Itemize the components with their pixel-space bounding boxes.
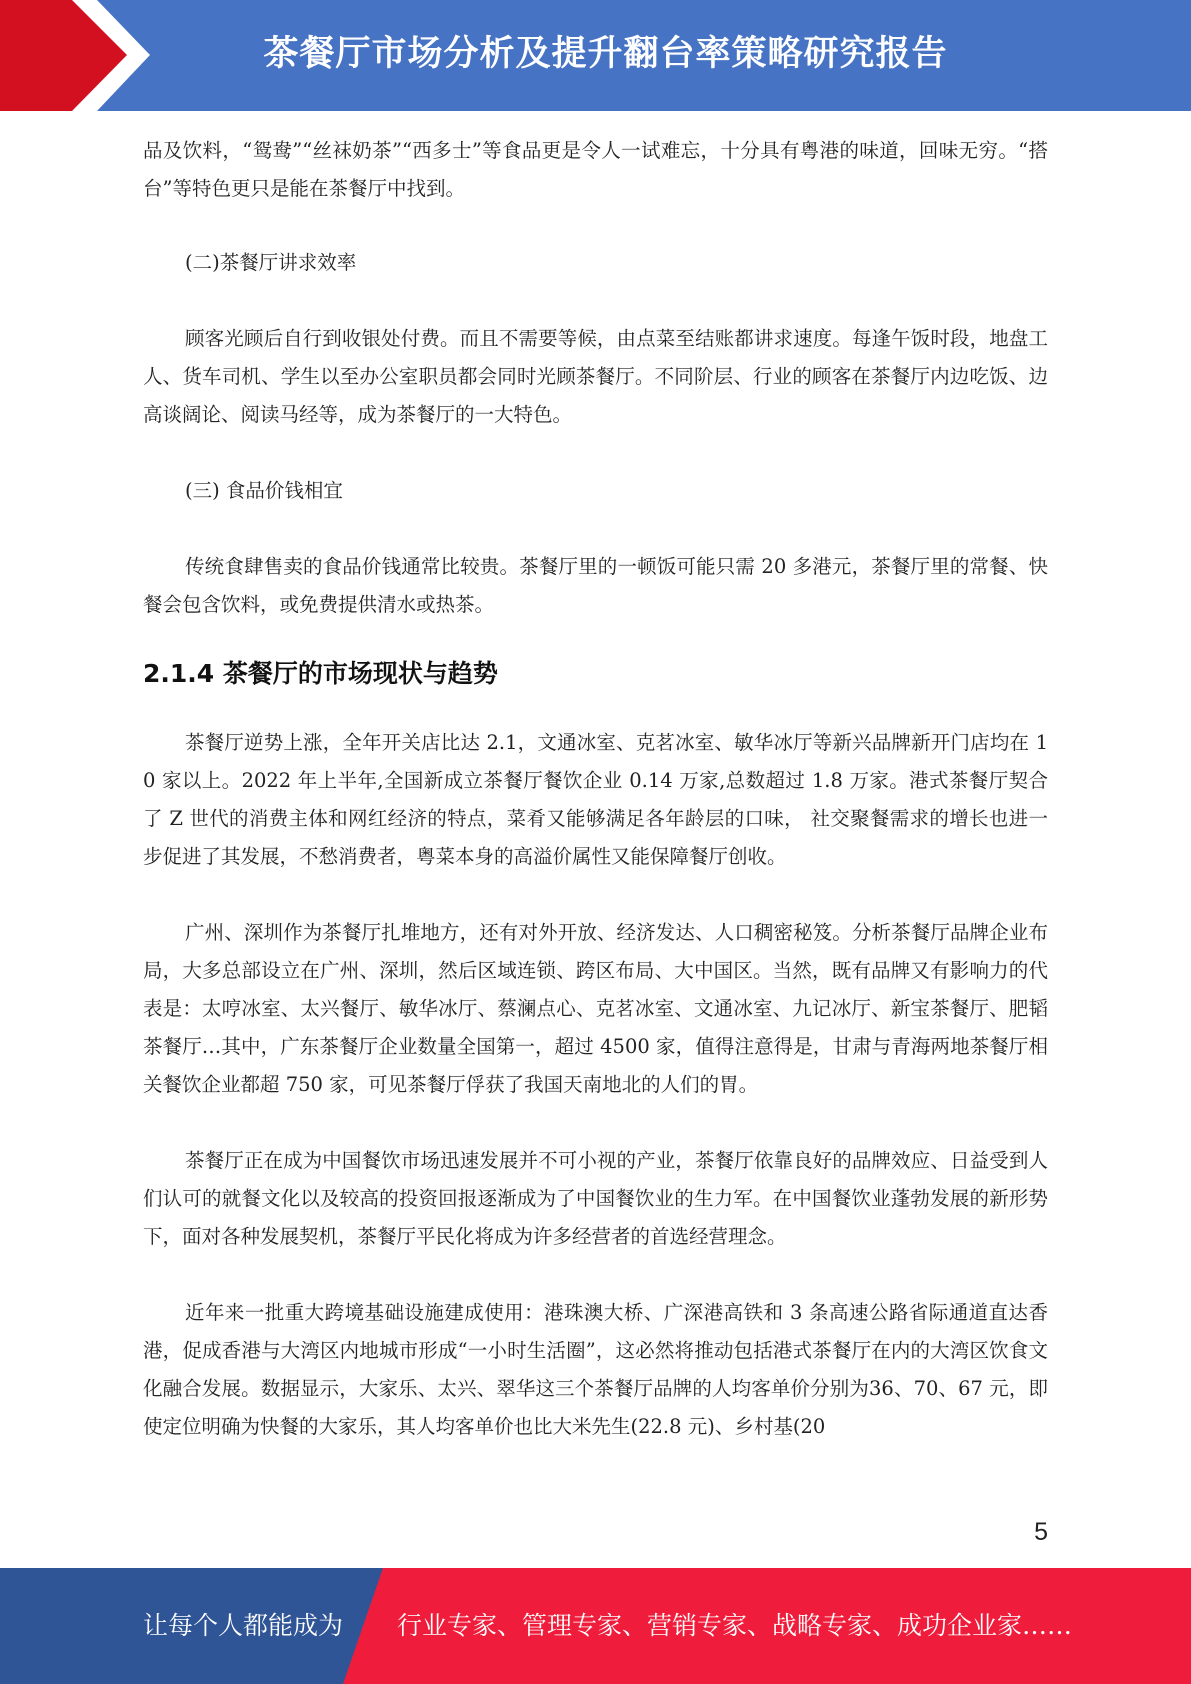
section-heading: 2.1.4 茶餐厅的市场现状与趋势 bbox=[143, 659, 498, 688]
header-arrow-mark bbox=[0, 0, 160, 111]
document-title: 茶餐厅市场分析及提升翻台率策略研究报告 bbox=[263, 34, 948, 74]
intro-paragraph: 品及饮料，“鸳鸯”“丝袜奶茶”“西多士”等食品更是令人一试难忘，十分具有粤港的味道，回味无穷。“搭台”等特色更只是能在茶餐厅中找到。 bbox=[143, 139, 1048, 200]
trend-paragraph-4: 近年来一批重大跨境基础设施建成使用：港珠澳大桥、广深港高铁和 3 条高速公路省际通道直达香港，促成香港与大湾区内地城市形成“一小时生活圈”，这必然将推动包括港式茶餐厅在内的大湾区饮食文化融合发展。数据显示，大家乐、太兴、翠华这三个茶餐厅品牌的人均客单价分别为36、70、67 元，即使定位明确为快餐的大家乐，其人均客单价也比大米先生(22.8 元)、乡村基(20 bbox=[143, 1301, 1048, 1438]
trend-paragraph-3: 茶餐厅正在成为中国餐饮市场迅速发展并不可小视的产业，茶餐厅依靠良好的品牌效应、日益受到人们认可的就餐文化以及较高的投资回报逐渐成为了中国餐饮业的生力军。在中国餐饮业蓬勃发展的新形势下，面对各种发展契机，茶餐厅平民化将成为许多经营者的首选经营理念。 bbox=[143, 1149, 1048, 1248]
footer-slogan-right: 行业专家、管理专家、营销专家、战略专家、成功企业家…… bbox=[397, 1611, 1073, 1640]
page-header bbox=[0, 0, 1191, 111]
subheading-price: (三) 食品价钱相宜 bbox=[185, 479, 343, 502]
page-number: 5 bbox=[1034, 1518, 1048, 1546]
price-paragraph: 传统食肆售卖的食品价钱通常比较贵。茶餐厅里的一顿饭可能只需 20 多港元，茶餐厅里的常餐、快餐会包含饮料，或免费提供清水或热茶。 bbox=[143, 555, 1048, 616]
subheading-efficiency: (二)茶餐厅讲求效率 bbox=[185, 251, 357, 274]
trend-paragraph-1: 茶餐厅逆势上涨，全年开关店比达 2.1，文通冰室、克茗冰室、敏华冰厅等新兴品牌新开门店均在 10 家以上。2022 年上半年,全国新成立茶餐厅餐饮企业 0.14 万家,总数超过 1.8 万家。港式茶餐厅契合了 Z 世代的消费主体和网红经济的特点，菜肴又能够满足各年龄层的口味， 社交聚餐需求的增长也进一步促进了其发展，不愁消费者，粤菜本身的高溢价属性又能保障餐厅创收。 bbox=[143, 731, 1048, 868]
efficiency-paragraph: 顾客光顾后自行到收银处付费。而且不需要等候，由点菜至结账都讲求速度。每逢午饭时段，地盘工人、货车司机、学生以至办公室职员都会同时光顾茶餐厅。不同阶层、行业的顾客在茶餐厅内边吃饭、边高谈阔论、阅读马经等，成为茶餐厅的一大特色。 bbox=[143, 327, 1048, 426]
footer-slogan-left: 让每个人都能成为 bbox=[143, 1611, 344, 1640]
trend-paragraph-2: 广州、深圳作为茶餐厅扎堆地方，还有对外开放、经济发达、人口稠密秘笈。分析茶餐厅品牌企业布局，大多总部设立在广州、深圳，然后区域连锁、跨区布局、大中国区。当然，既有品牌又有影响力的代表是：太哼冰室、太兴餐厅、敏华冰厅、蔡澜点心、克茗冰室、文通冰室、九记冰厅、新宝茶餐厅、肥韬茶餐厅…其中，广东茶餐厅企业数量全国第一，超过 4500 家，值得注意得是，甘肃与青海两地茶餐厅相关餐饮企业都超 750 家，可见茶餐厅俘获了我国天南地北的人们的胃。 bbox=[143, 921, 1048, 1096]
page-body bbox=[143, 132, 1048, 1446]
page-footer bbox=[0, 1568, 1191, 1684]
